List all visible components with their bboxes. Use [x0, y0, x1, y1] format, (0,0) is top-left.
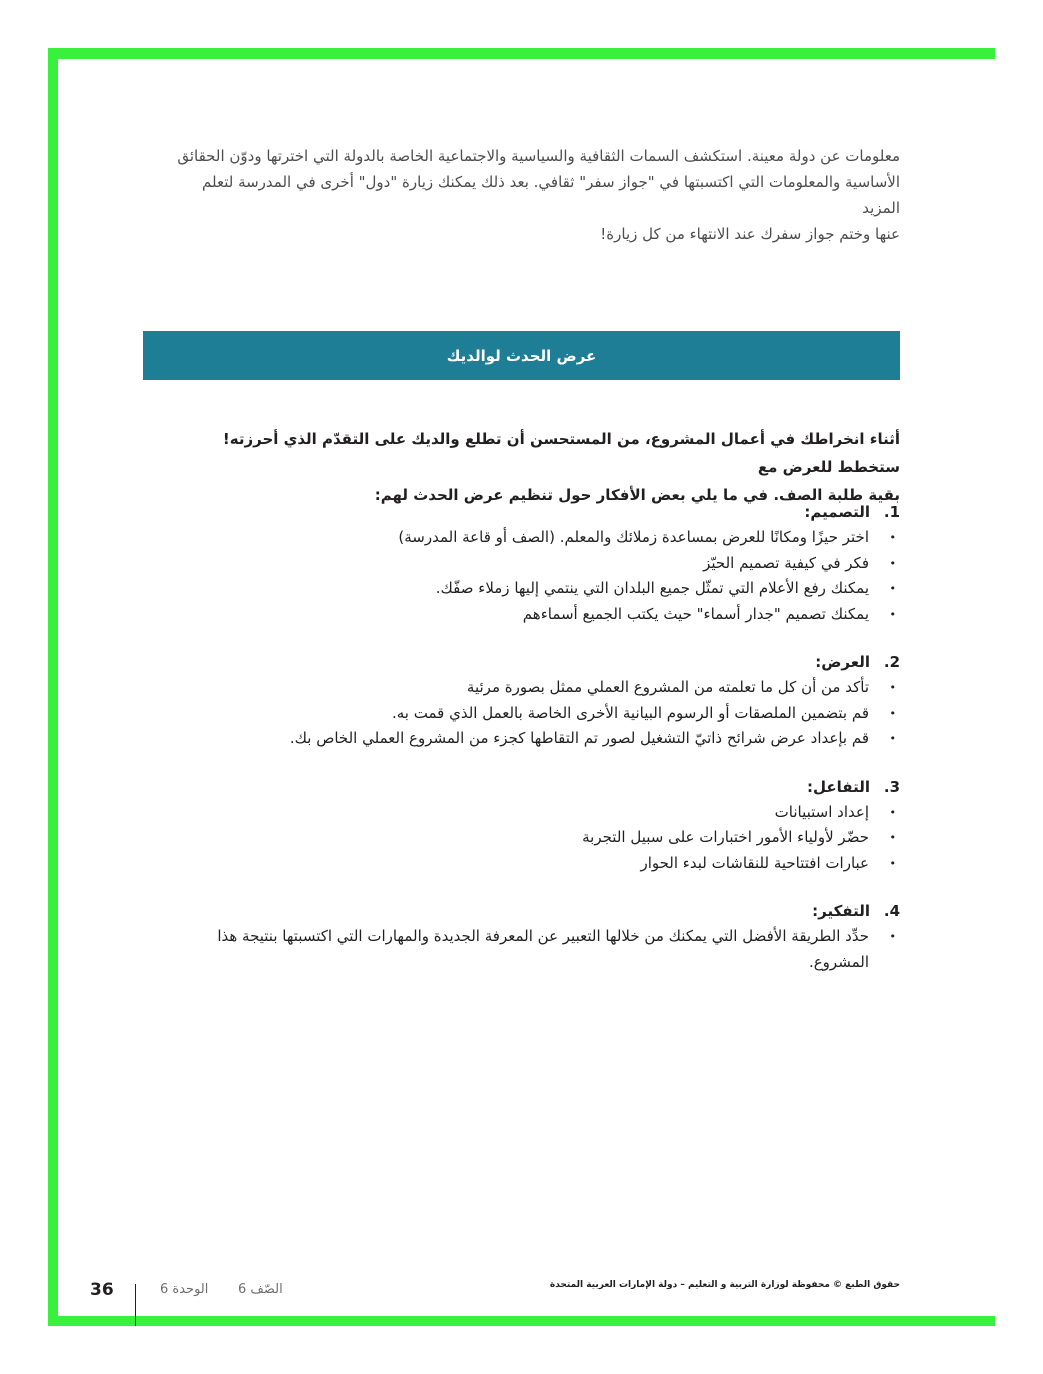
list-item: • يمكنك رفع الأعلام التي تمثّل جميع البلدان التي ينتمي إليها زملاء صفّك. [160, 576, 900, 602]
section-interaction [160, 775, 900, 877]
lead-line: بقية طلبة الصف. في ما يلي بعض الأفكار حول تنظيم عرض الحدث لهم: [374, 486, 900, 504]
section-heading [160, 775, 900, 800]
footer-grade: الصّف 6 [238, 1282, 283, 1297]
section-heading [160, 899, 900, 924]
section-design [160, 500, 900, 627]
list-item: • يمكنك تصميم "جدار أسماء" حيث يكتب الجميع أسماءهم [160, 602, 900, 628]
section-display [160, 650, 900, 752]
section-title: التفكير: [812, 902, 870, 920]
lead-line: أثناء انخراطك في أعمال المشروع، من المستحسن أن تطلع والديك على التقدّم الذي أحرزته! ستخطط للعرض مع [222, 430, 900, 476]
section-title: التصميم: [804, 503, 870, 521]
section-number: 2. [883, 653, 900, 671]
list-item: • تأكد من أن كل ما تعلمته من المشروع العملي ممثل بصورة مرئية [160, 675, 900, 701]
ideas-list [160, 500, 900, 998]
banner-title: عرض الحدث لوالديك [446, 346, 597, 365]
list-item: • اختر حيزًا ومكانًا للعرض بمساعدة زملائك والمعلم. (الصف أو قاعة المدرسة) [160, 525, 900, 551]
footer-copyright: حقوق الطبع © محفوظة لوزارة التربية و التعليم – دولة الإمارات العربية المتحدة [549, 1280, 900, 1290]
page-frame-left [48, 48, 58, 1326]
section-reflection [160, 899, 900, 975]
list-item: • حدِّد الطريقة الأفضل التي يمكنك من خلالها التعبير عن المعرفة الجديدة والمهارات التي اكتسبتها بنتيجة هذا المشروع. [194, 924, 900, 975]
page-frame-bottom [48, 1316, 995, 1326]
list-item: • عبارات افتتاحية للنقاشات لبدء الحوار [160, 851, 900, 877]
section-title: العرض: [815, 653, 870, 671]
section-number: 4. [883, 902, 900, 920]
section-title: التفاعل: [807, 777, 870, 796]
section-heading [160, 650, 900, 675]
section-number: 1. [883, 503, 900, 521]
lead-paragraph [165, 425, 900, 509]
intro-line: معلومات عن دولة معينة. استكشف السمات الثقافية والسياسية والاجتماعية الخاصة بالدولة التي اخترتها ودوّن الحقائق [177, 147, 900, 165]
section-number: 3. [883, 777, 900, 796]
section-heading [160, 500, 900, 525]
page-number: 36 [90, 1280, 114, 1300]
intro-line: عنها وختم جواز سفرك عند الانتهاء من كل زيارة! [600, 225, 900, 243]
list-item: • إعداد استبيانات [160, 800, 900, 826]
intro-line: الأساسية والمعلومات التي اكتسبتها في "جواز سفر" ثقافي. بعد ذلك يمكنك زيارة "دول" أخرى في المدرسة لتعلم المزيد [202, 173, 900, 217]
intro-paragraph [165, 143, 900, 247]
list-item: • فكر في كيفية تصميم الحيّز [160, 551, 900, 577]
page-frame-top [48, 48, 995, 59]
list-item: • قم بتضمين الملصقات أو الرسوم البيانية الأخرى الخاصة بالعمل الذي قمت به. [160, 701, 900, 727]
section-banner [143, 331, 900, 380]
list-item: • قم بإعداد عرض شرائح ذاتيّ التشغيل لصور تم التقاطها كجزء من المشروع العملي الخاص بك. [160, 726, 900, 752]
list-item: • حضّر لأولياء الأمور اختبارات على سبيل التجربة [160, 825, 900, 851]
footer-divider [135, 1284, 136, 1326]
footer-unit: الوحدة 6 [160, 1282, 209, 1297]
